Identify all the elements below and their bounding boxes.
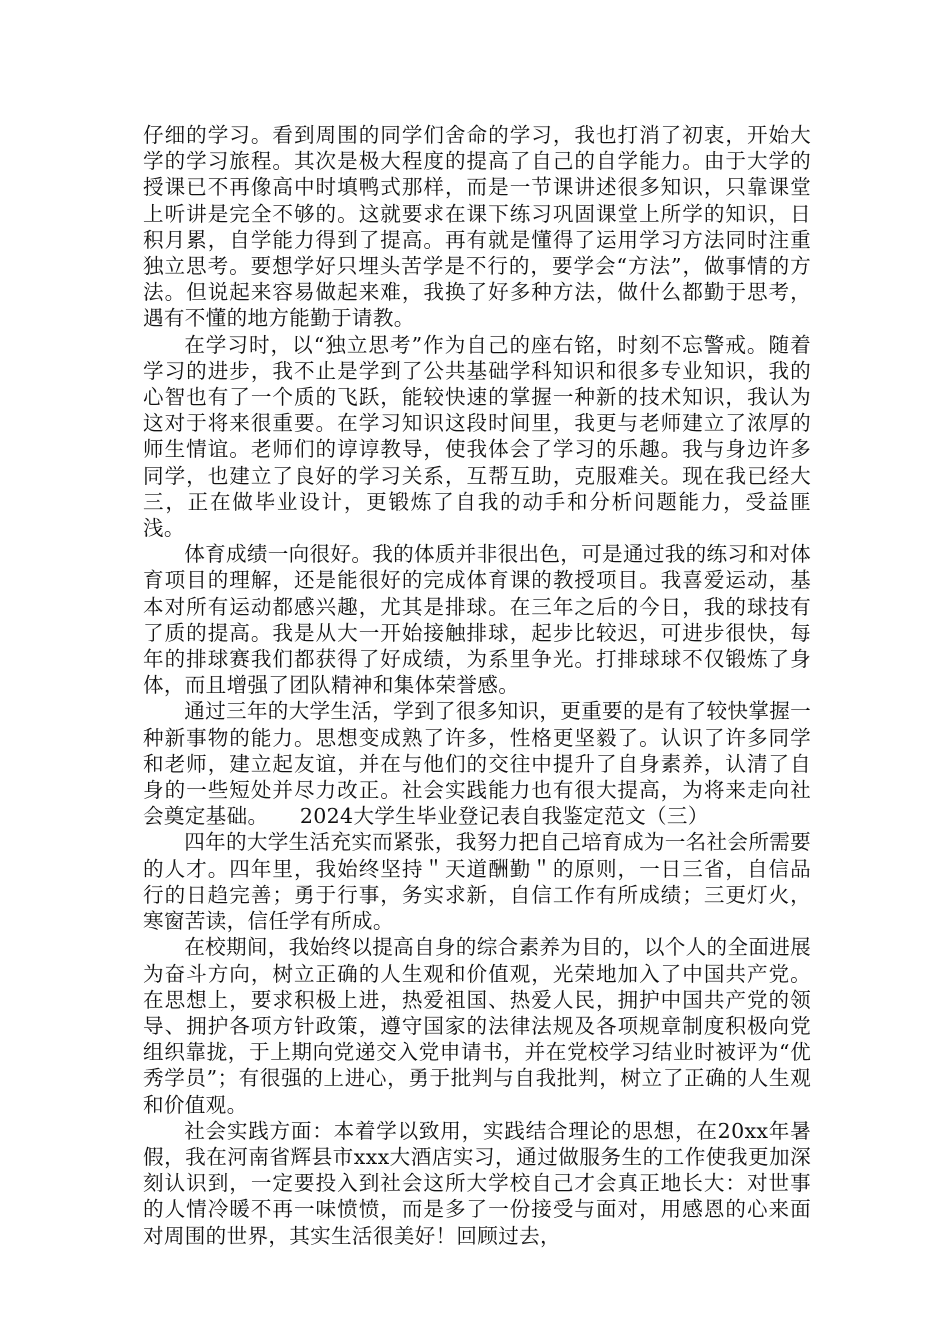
paragraph-2: 在学习时，以“独立思考”作为自己的座右铭，时刻不忘警戒。随着学习的进步，我不止是学到了公共基础学科知识和很多专业知识，我的心智也有了一个质的飞跃，能较快速的掌握一种新的技术知识，我认为这对于将来很重要。在学习知识这段时间里，我更与老师建立了浓厚的师生情谊。老师们的谆谆教导，使我体会了学习的乐趣。我与身边许多同学，也建立了良好的学习关系，互帮互助，克服难关。现在我已经大三，正在做毕业设计，更锻炼了自我的动手和分析问题能力，受益匪浅。 (143, 332, 811, 541)
paragraph-7: 社会实践方面：本着学以致用，实践结合理论的思想，在20xx年暑假，我在河南省辉县市xxx大酒店实习，通过做服务生的工作使我更加深刻认识到，一定要投入到社会这所大学校自己才会真正地长大：对世事的人情冷暖不再一味愤愤，而是多了一份接受与面对，用感恩的心来面对周围的世界，其实生活很美好！回顾过去， (143, 1118, 811, 1248)
paragraph-4: 通过三年的大学生活，学到了很多知识，更重要的是有了较快掌握一种新事物的能力。思想变成熟了许多，性格更坚毅了。认识了许多同学和老师，建立起友谊，并在与他们的交往中提升了自身素养，认清了自身的一些短处并尽力改正。社会实践能力也有很大提高，为将来走向社会奠定基础。 2024大学生毕业登记表自我鉴定范文（三） (143, 699, 811, 829)
paragraph-6: 在校期间，我始终以提高自身的综合素养为目的，以个人的全面进展为奋斗方向，树立正确的人生观和价值观，光荣地加入了中国共产党。在思想上，要求积极上进，热爱祖国、热爱人民，拥护中国共产党的领导、拥护各项方针政策，遵守国家的法律法规及各项规章制度积极向党组织靠拢，于上期向党递交入党申请书，并在党校学习结业时被评为“优秀学员”；有很强的上进心，勇于批判与自我批判，树立了正确的人生观和价值观。 (143, 935, 811, 1117)
paragraph-1: 仔细的学习。看到周围的同学们舍命的学习，我也打消了初衷，开始大学的学习旅程。其次是极大程度的提高了自己的自学能力。由于大学的授课已不再像高中时填鸭式那样，而是一节课讲述很多知识，只靠课堂上听讲是完全不够的。这就要求在课下练习巩固课堂上所学的知识，日积月累，自学能力得到了提高。再有就是懂得了运用学习方法同时注重独立思考。要想学好只埋头苦学是不行的，要学会“方法”，做事情的方法。但说起来容易做起来难，我换了好多种方法，做什么都勤于思考，遇有不懂的地方能勤于请教。 (143, 123, 811, 331)
document-page (143, 122, 811, 1249)
paragraph-3: 体育成绩一向很好。我的体质并非很出色，可是通过我的练习和对体育项目的理解，还是能很好的完成体育课的教授项目。我喜爱运动，基本对所有运动都感兴趣，尤其是排球。在三年之后的今日，我的球技有了质的提高。我是从大一开始接触排球，起步比较迟，可进步很快，每年的排球赛我们都获得了好成绩，为系里争光。打排球球不仅锻炼了身体，而且增强了团队精神和集体荣誉感。 (143, 542, 811, 698)
paragraph-5: 四年的大学生活充实而紧张，我努力把自己培育成为一名社会所需要的人才。四年里，我始终坚持＂天道酬勤＂的原则，一日三省，自信品行的日趋完善；勇于行事，务实求新，自信工作有所成绩；三更灯火，寒窗苦读，信任学有所成。 (143, 830, 811, 934)
